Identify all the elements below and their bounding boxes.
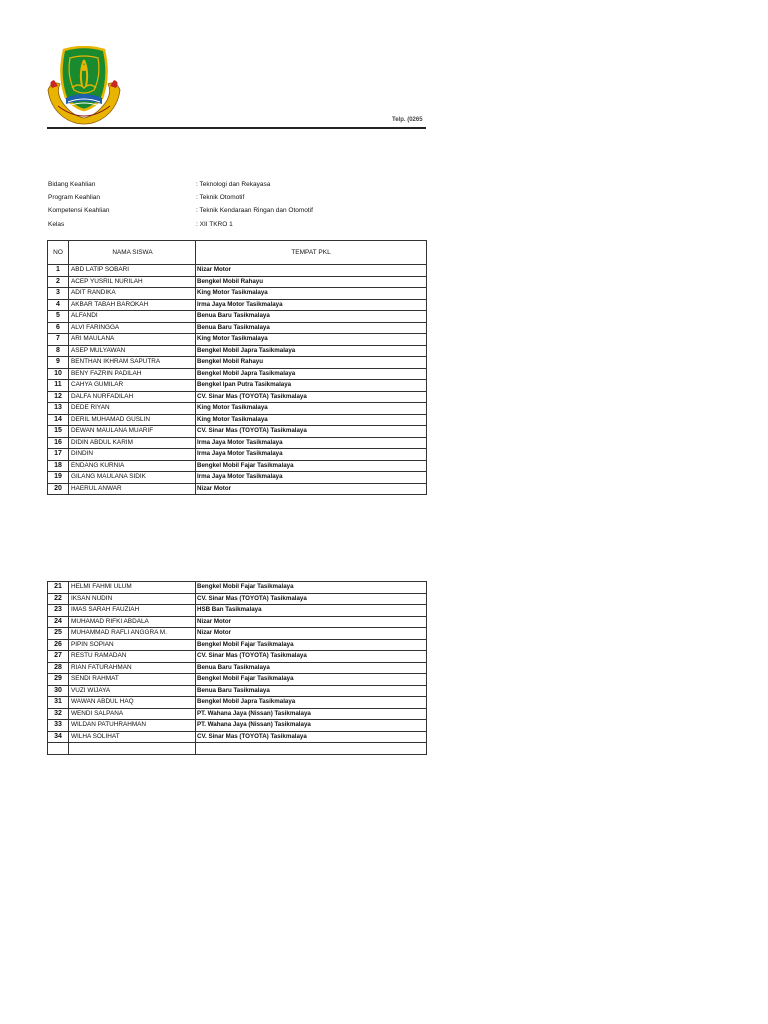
cell-no: 21 xyxy=(48,582,69,594)
table-row xyxy=(48,322,427,334)
table-row xyxy=(48,449,427,461)
cell-nama-siswa: MUHAMMAD RAFLI ANGGRA M. xyxy=(69,628,196,640)
table-row xyxy=(48,662,427,674)
info-label: Kompetensi Keahlian xyxy=(48,207,110,215)
table-row xyxy=(48,265,427,277)
info-value: : XII TKRO 1 xyxy=(196,220,233,228)
cell-no: 16 xyxy=(48,437,69,449)
cell-tempat-pkl: PT. Wahana Jaya (Nissan) Tasikmalaya xyxy=(196,708,427,720)
cell-no: 6 xyxy=(48,322,69,334)
cell-no: 30 xyxy=(48,685,69,697)
cell-no: 28 xyxy=(48,662,69,674)
cell-no: 10 xyxy=(48,368,69,380)
cell-nama-siswa: ALVI FARINGGA xyxy=(69,322,196,334)
cell-nama-siswa: CAHYA GUMILAR xyxy=(69,380,196,392)
cell-no: 33 xyxy=(48,720,69,732)
cell-nama-siswa: DIDIN ABDUL KARIM xyxy=(69,437,196,449)
cell-no: 5 xyxy=(48,311,69,323)
cell-tempat-pkl: Nizar Motor xyxy=(196,265,427,277)
telp-text: Telp. (0265 xyxy=(392,117,423,123)
cell-nama-siswa: IMAS SARAH FAUZIAH xyxy=(69,605,196,617)
cell-tempat-pkl: Irma Jaya Motor Tasikmalaya xyxy=(196,299,427,311)
cell-tempat-pkl: Benua Baru Tasikmalaya xyxy=(196,322,427,334)
cell-tempat-pkl: CV. Sinar Mas (TOYOTA) Tasikmalaya xyxy=(196,391,427,403)
cell-nama-siswa: WAWAN ABDUL HAQ xyxy=(69,697,196,709)
cell-tempat-pkl: King Motor Tasikmalaya xyxy=(196,403,427,415)
table-row xyxy=(48,582,427,594)
cell-no: 2 xyxy=(48,276,69,288)
cell-nama-siswa: DINDIN xyxy=(69,449,196,461)
table-row xyxy=(48,472,427,484)
cell-tempat-pkl: Bengkel Mobil Japra Tasikmalaya xyxy=(196,345,427,357)
cell-no: 22 xyxy=(48,593,69,605)
cell-tempat-pkl: Bengkel Ipan Putra Tasikmalaya xyxy=(196,380,427,392)
cell-tempat-pkl: Nizar Motor xyxy=(196,483,427,495)
cell-nama-siswa: ACEP YUSRIL NURILAH xyxy=(69,276,196,288)
cell-nama-siswa: WENDI SALPANA xyxy=(69,708,196,720)
cell-no: 26 xyxy=(48,639,69,651)
cell-nama-siswa: BENY FAZRIN PADILAH xyxy=(69,368,196,380)
table-row xyxy=(48,483,427,495)
header-divider xyxy=(47,127,426,129)
student-table-page-1 xyxy=(47,240,427,495)
cell-no: 14 xyxy=(48,414,69,426)
table-row xyxy=(48,460,427,472)
cell-tempat-pkl: King Motor Tasikmalaya xyxy=(196,334,427,346)
cell-nama-siswa: MUHAMAD RIFKI ABDALA xyxy=(69,616,196,628)
cell-no: 19 xyxy=(48,472,69,484)
table-row xyxy=(48,605,427,617)
cell-tempat-pkl: Bengkel Mobil Fajar Tasikmalaya xyxy=(196,460,427,472)
cell-nama-siswa: VUZI WIJAYA xyxy=(69,685,196,697)
cell-no: 7 xyxy=(48,334,69,346)
table-row xyxy=(48,311,427,323)
cell-nama-siswa: RIAN FATURAHMAN xyxy=(69,662,196,674)
cell-no: 12 xyxy=(48,391,69,403)
table-row xyxy=(48,697,427,709)
cell-nama-siswa: WILDAN PATUHRAHMAN xyxy=(69,720,196,732)
cell-tempat-pkl: PT. Wahana Jaya (Nissan) Tasikmalaya xyxy=(196,720,427,732)
cell-tempat-pkl: Irma Jaya Motor Tasikmalaya xyxy=(196,437,427,449)
cell-tempat-pkl: Nizar Motor xyxy=(196,616,427,628)
info-label: Kelas xyxy=(48,220,65,228)
cell-tempat-pkl: Bengkel Mobil Fajar Tasikmalaya xyxy=(196,582,427,594)
cell-nama-siswa: ENDANG KURNIA xyxy=(69,460,196,472)
table-row xyxy=(48,288,427,300)
info-value: : Teknologi dan Rekayasa xyxy=(196,181,271,188)
table-row xyxy=(48,593,427,605)
table-header-row xyxy=(48,241,427,265)
cell-nama-siswa: ARI MAULANA xyxy=(69,334,196,346)
table-row xyxy=(48,345,427,357)
student-table-page-2 xyxy=(47,581,427,755)
table-row xyxy=(48,685,427,697)
cell-tempat-pkl xyxy=(196,743,427,755)
cell-nama-siswa: HAERUL ANWAR xyxy=(69,483,196,495)
table-row xyxy=(48,674,427,686)
cell-tempat-pkl: Bengkel Mobil Fajar Tasikmalaya xyxy=(196,639,427,651)
cell-nama-siswa: SENDI RAHMAT xyxy=(69,674,196,686)
cell-no: 29 xyxy=(48,674,69,686)
table-row xyxy=(48,639,427,651)
cell-nama-siswa: HELMI FAHMI ULUM xyxy=(69,582,196,594)
cell-nama-siswa: WILHA SOLIHAT xyxy=(69,731,196,743)
cell-no: 27 xyxy=(48,651,69,663)
cell-no: 3 xyxy=(48,288,69,300)
cell-tempat-pkl: King Motor Tasikmalaya xyxy=(196,288,427,300)
table-row xyxy=(48,708,427,720)
cell-no: 1 xyxy=(48,265,69,277)
cell-nama-siswa: ALFANDI xyxy=(69,311,196,323)
header-tempat-pkl: TEMPAT PKL xyxy=(196,241,427,265)
cell-nama-siswa: ADIT RANDIKA xyxy=(69,288,196,300)
cell-nama-siswa: GILANG MAULANA SIDIK xyxy=(69,472,196,484)
cell-tempat-pkl: CV. Sinar Mas (TOYOTA) Tasikmalaya xyxy=(196,651,427,663)
cell-nama-siswa: RESTU RAMADAN xyxy=(69,651,196,663)
cell-no: 17 xyxy=(48,449,69,461)
table-row xyxy=(48,720,427,732)
table-row xyxy=(48,731,427,743)
cell-nama-siswa xyxy=(69,743,196,755)
cell-tempat-pkl: Nizar Motor xyxy=(196,628,427,640)
cell-tempat-pkl: CV. Sinar Mas (TOYOTA) Tasikmalaya xyxy=(196,593,427,605)
table-row xyxy=(48,380,427,392)
header-nama-siswa: NAMA SISWA xyxy=(69,241,196,265)
cell-no: 4 xyxy=(48,299,69,311)
cell-no: 8 xyxy=(48,345,69,357)
table-row xyxy=(48,368,427,380)
cell-tempat-pkl: Bengkel Mobil Japra Tasikmalaya xyxy=(196,697,427,709)
cell-tempat-pkl: King Motor Tasikmalaya xyxy=(196,414,427,426)
cell-no: 23 xyxy=(48,605,69,617)
cell-no: 31 xyxy=(48,697,69,709)
cell-nama-siswa: ASEP MULYAWAN xyxy=(69,345,196,357)
header-no: NO xyxy=(48,241,69,265)
cell-nama-siswa: DALFA NURFADILAH xyxy=(69,391,196,403)
cell-no: 25 xyxy=(48,628,69,640)
info-label: Program Keahlian xyxy=(48,194,101,202)
cell-tempat-pkl: CV. Sinar Mas (TOYOTA) Tasikmalaya xyxy=(196,426,427,438)
cell-no: 34 xyxy=(48,731,69,743)
cell-tempat-pkl: Bengkel Mobil Fajar Tasikmalaya xyxy=(196,674,427,686)
cell-tempat-pkl: Irma Jaya Motor Tasikmalaya xyxy=(196,472,427,484)
table-row xyxy=(48,391,427,403)
cell-no: 11 xyxy=(48,380,69,392)
cell-no: 13 xyxy=(48,403,69,415)
cell-tempat-pkl: Bengkel Mobil Rahayu xyxy=(196,276,427,288)
cell-nama-siswa: ABD LATIP SOBARI xyxy=(69,265,196,277)
info-value: : Teknik Kendaraan Ringan dan Otomotif xyxy=(196,207,313,215)
cell-no xyxy=(48,743,69,755)
cell-nama-siswa: AKBAR TABAH BAROKAH xyxy=(69,299,196,311)
cell-no: 18 xyxy=(48,460,69,472)
info-label: Bidang Keahlian xyxy=(48,181,96,188)
table-row xyxy=(48,616,427,628)
table-row xyxy=(48,276,427,288)
cell-tempat-pkl: Benua Baru Tasikmalaya xyxy=(196,685,427,697)
table-row xyxy=(48,743,427,755)
cell-tempat-pkl: Bengkel Mobil Rahayu xyxy=(196,357,427,369)
table-row xyxy=(48,299,427,311)
cell-no: 9 xyxy=(48,357,69,369)
cell-no: 32 xyxy=(48,708,69,720)
west-java-emblem-logo xyxy=(46,46,122,130)
cell-nama-siswa: DEWAN MAULANA MUARIF xyxy=(69,426,196,438)
cell-tempat-pkl: Benua Baru Tasikmalaya xyxy=(196,662,427,674)
cell-nama-siswa: BENTHAN IKHRAM SAPUTRA xyxy=(69,357,196,369)
cell-nama-siswa: PIPIN SOPIAN xyxy=(69,639,196,651)
table-row xyxy=(48,334,427,346)
cell-nama-siswa: IKSAN NUDIN xyxy=(69,593,196,605)
cell-tempat-pkl: HSB Ban Tasikmalaya xyxy=(196,605,427,617)
table-row xyxy=(48,426,427,438)
table-row xyxy=(48,403,427,415)
cell-nama-siswa: DEDE RIYAN xyxy=(69,403,196,415)
table-row xyxy=(48,357,427,369)
cell-tempat-pkl: Bengkel Mobil Japra Tasikmalaya xyxy=(196,368,427,380)
table-row xyxy=(48,414,427,426)
cell-no: 20 xyxy=(48,483,69,495)
cell-tempat-pkl: Irma Jaya Motor Tasikmalaya xyxy=(196,449,427,461)
info-value: : Teknik Otomotif xyxy=(196,194,245,202)
table-row xyxy=(48,651,427,663)
cell-tempat-pkl: CV. Sinar Mas (TOYOTA) Tasikmalaya xyxy=(196,731,427,743)
cell-no: 15 xyxy=(48,426,69,438)
cell-no: 24 xyxy=(48,616,69,628)
cell-nama-siswa: DERIL MUHAMAD GUSLIN xyxy=(69,414,196,426)
cell-tempat-pkl: Benua Baru Tasikmalaya xyxy=(196,311,427,323)
table-row xyxy=(48,437,427,449)
table-row xyxy=(48,628,427,640)
